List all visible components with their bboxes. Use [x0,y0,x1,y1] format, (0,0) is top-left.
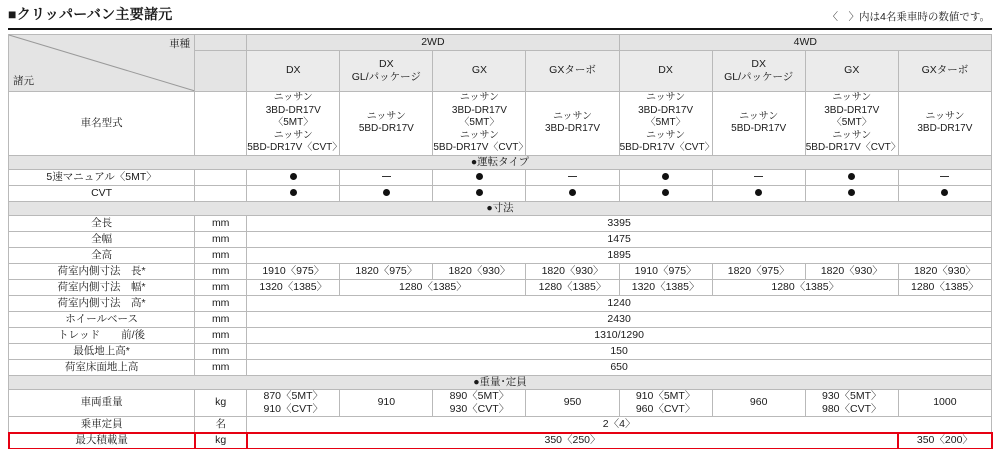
title-divider [8,28,992,30]
model-code-cell: ニッサン 3BD-DR17V〈5MT〉 ニッサン 5BD-DR17V〈CVT〉 [247,92,343,153]
weight-cell: 910 [340,389,433,416]
row-unit: mm [195,279,247,295]
row-unit: mm [195,359,247,375]
available-dot-icon [941,189,948,196]
row-unit: mm [195,231,247,247]
row-label: 乗車定員 [9,417,195,433]
availability-cell [340,185,433,201]
drive-group-4wd: 4WD [619,35,991,51]
value-cell: 1820〈930〉 [433,263,526,279]
grade-label: GXターボ [549,64,596,77]
drive-group-2wd: 2WD [247,35,619,51]
availability-cell [433,185,526,201]
grade-label: GX [844,64,860,77]
table-row [9,247,992,263]
value-cell: 1320〈1385〉 [619,279,712,295]
table-row [9,375,992,389]
corner-label-vehicle: 車種 [169,38,191,50]
table-row [9,389,992,416]
weight-cell: 950 [526,389,619,416]
availability-cell [526,185,619,201]
grade-label: GXターボ [921,64,969,77]
value-cell: 1240 [247,295,992,311]
value-cell: 1820〈930〉 [805,263,898,279]
available-dot-icon [476,189,483,196]
corner-diagonal-cell [9,35,195,92]
grade-dx-4wd [619,51,712,92]
table-row [9,169,992,185]
header-note: 〈 〉内は4名乗車時の数値です。 [827,11,990,23]
value-cell: 1820〈975〉 [712,263,805,279]
weight-cell: 910〈5MT〉 960〈CVT〉 [619,389,712,416]
table-row [9,201,992,215]
availability-cell [340,169,433,185]
model-code-cell: ニッサン 3BD-DR17V〈5MT〉 ニッサン 5BD-DR17V〈CVT〉 [433,92,529,153]
availability-cell [805,169,898,185]
model-code-cell: ニッサン 3BD-DR17V〈5MT〉 ニッサン 5BD-DR17V〈CVT〉 [805,92,901,153]
available-dot-icon [755,189,762,196]
row-unit: mm [195,215,247,231]
not-available-dash-icon [568,176,577,177]
value-cell: 1820〈930〉 [898,263,991,279]
unit-header-cell [195,35,247,51]
value-cell: 1280〈1385〉 [898,279,991,295]
availability-cell [712,185,805,201]
row-label: 5速マニュアル〈5MT〉 [9,169,195,185]
table-row [9,359,992,375]
grade-label: DX GL/パッケージ [351,57,421,83]
row-unit [195,185,247,201]
row-label: トレッド 前/後 [9,327,195,343]
value-cell: 1280〈1385〉 [340,279,526,295]
value-cell: 150 [247,343,992,359]
max-load-cell: 350〈250〉 [247,433,899,449]
available-dot-icon [476,173,483,180]
row-label: 荷室内側寸法 幅* [9,279,195,295]
row-label: 最大積載量 [9,433,195,449]
model-code-cell: ニッサン 3BD-DR17V [898,92,991,156]
weight-cell: 1000 [898,389,991,416]
availability-cell [712,169,805,185]
row-unit: 名 [195,417,247,433]
max-load-cell: 350〈200〉 [898,433,991,449]
page-title: ■クリッパーバン主要諸元 [8,6,173,22]
row-label: 車名型式 [9,92,195,156]
row-unit: mm [195,295,247,311]
unit-header-cell-2 [195,51,247,92]
availability-cell [433,169,526,185]
model-code-cell: ニッサン 5BD-DR17V [340,92,433,156]
row-label: 最低地上高* [9,343,195,359]
weight-cell: 890〈5MT〉 930〈CVT〉 [433,389,526,416]
availability-cell [898,185,991,201]
grade-gxturbo-4wd [898,51,991,92]
value-cell: 1820〈930〉 [526,263,619,279]
table-row [9,155,992,169]
available-dot-icon [383,189,390,196]
section-header: ●寸法 [9,201,992,215]
row-label: CVT [9,185,195,201]
weight-cell: 870〈5MT〉 910〈CVT〉 [247,389,340,416]
available-dot-icon [662,173,669,180]
row-unit: mm [195,343,247,359]
row-label: ホイールベース [9,311,195,327]
diagonal-line-icon [9,35,194,91]
table-row [9,343,992,359]
row-unit [195,92,247,156]
row-unit: kg [195,389,247,416]
value-cell: 1910〈975〉 [619,263,712,279]
model-code-cell: ニッサン 5BD-DR17V [712,92,805,156]
table-header-drive-row [9,35,992,51]
section-header: ●重量･定員 [9,375,992,389]
page-header [0,0,1000,26]
value-cell: 650 [247,359,992,375]
table-row [9,263,992,279]
corner-label-spec: 諸元 [13,74,34,87]
grade-label: DX [658,64,673,77]
available-dot-icon [290,173,297,180]
grade-label: GX [471,64,487,77]
table-row [9,92,992,156]
table-row [9,311,992,327]
model-code-cell: ニッサン 3BD-DR17V [526,92,619,156]
table-row [9,327,992,343]
table-row [9,279,992,295]
weight-cell: 930〈5MT〉 980〈CVT〉 [805,389,898,416]
availability-cell [619,185,712,201]
value-cell: 1280〈1385〉 [712,279,898,295]
value-cell: 1820〈975〉 [340,263,433,279]
not-available-dash-icon [754,176,763,177]
value-cell: 1320〈1385〉 [247,279,340,295]
available-dot-icon [662,189,669,196]
value-cell: 1475 [247,231,992,247]
row-label: 荷室内側寸法 高* [9,295,195,311]
row-label: 全高 [9,247,195,263]
table-body [9,92,992,449]
section-header: ●運転タイプ [9,155,992,169]
grade-gx-2wd [433,51,526,92]
availability-cell [805,185,898,201]
value-cell: 1910〈975〉 [247,263,340,279]
row-label: 全幅 [9,231,195,247]
grade-dx-2wd [247,51,340,92]
row-label: 車両重量 [9,389,195,416]
grade-label: DX GL/パッケージ [724,57,794,83]
available-dot-icon [569,189,576,196]
availability-cell [526,169,619,185]
table-row [9,185,992,201]
availability-cell [898,169,991,185]
model-code-cell: ニッサン 3BD-DR17V〈5MT〉 ニッサン 5BD-DR17V〈CVT〉 [619,92,715,153]
table-row-max-load [9,433,992,449]
row-unit: kg [195,433,247,449]
value-cell: 1310/1290 [247,327,992,343]
table-row [9,295,992,311]
available-dot-icon [290,189,297,196]
table-row [9,417,992,433]
row-unit [195,169,247,185]
not-available-dash-icon [940,176,949,177]
grade-label: DX [285,64,301,77]
available-dot-icon [848,189,855,196]
row-label: 荷室床面地上高 [9,359,195,375]
value-cell: 1280〈1385〉 [526,279,619,295]
spec-table [8,34,992,449]
grade-dxgl-2wd [340,51,433,92]
grade-gx-4wd [805,51,898,92]
table-row [9,215,992,231]
availability-cell [247,169,340,185]
weight-cell: 960 [712,389,805,416]
row-unit: mm [195,263,247,279]
row-unit: mm [195,327,247,343]
row-label: 全長 [9,215,195,231]
value-cell: 1895 [247,247,992,263]
availability-cell [247,185,340,201]
available-dot-icon [848,173,855,180]
table-row [9,231,992,247]
not-available-dash-icon [382,176,391,177]
grade-dxgl-4wd [712,51,805,92]
availability-cell [619,169,712,185]
value-cell: 3395 [247,215,992,231]
row-unit: mm [195,247,247,263]
row-unit: mm [195,311,247,327]
value-cell: 2430 [247,311,992,327]
value-cell: 2〈4〉 [247,417,992,433]
row-label: 荷室内側寸法 長* [9,263,195,279]
grade-gxturbo-2wd [526,51,619,92]
